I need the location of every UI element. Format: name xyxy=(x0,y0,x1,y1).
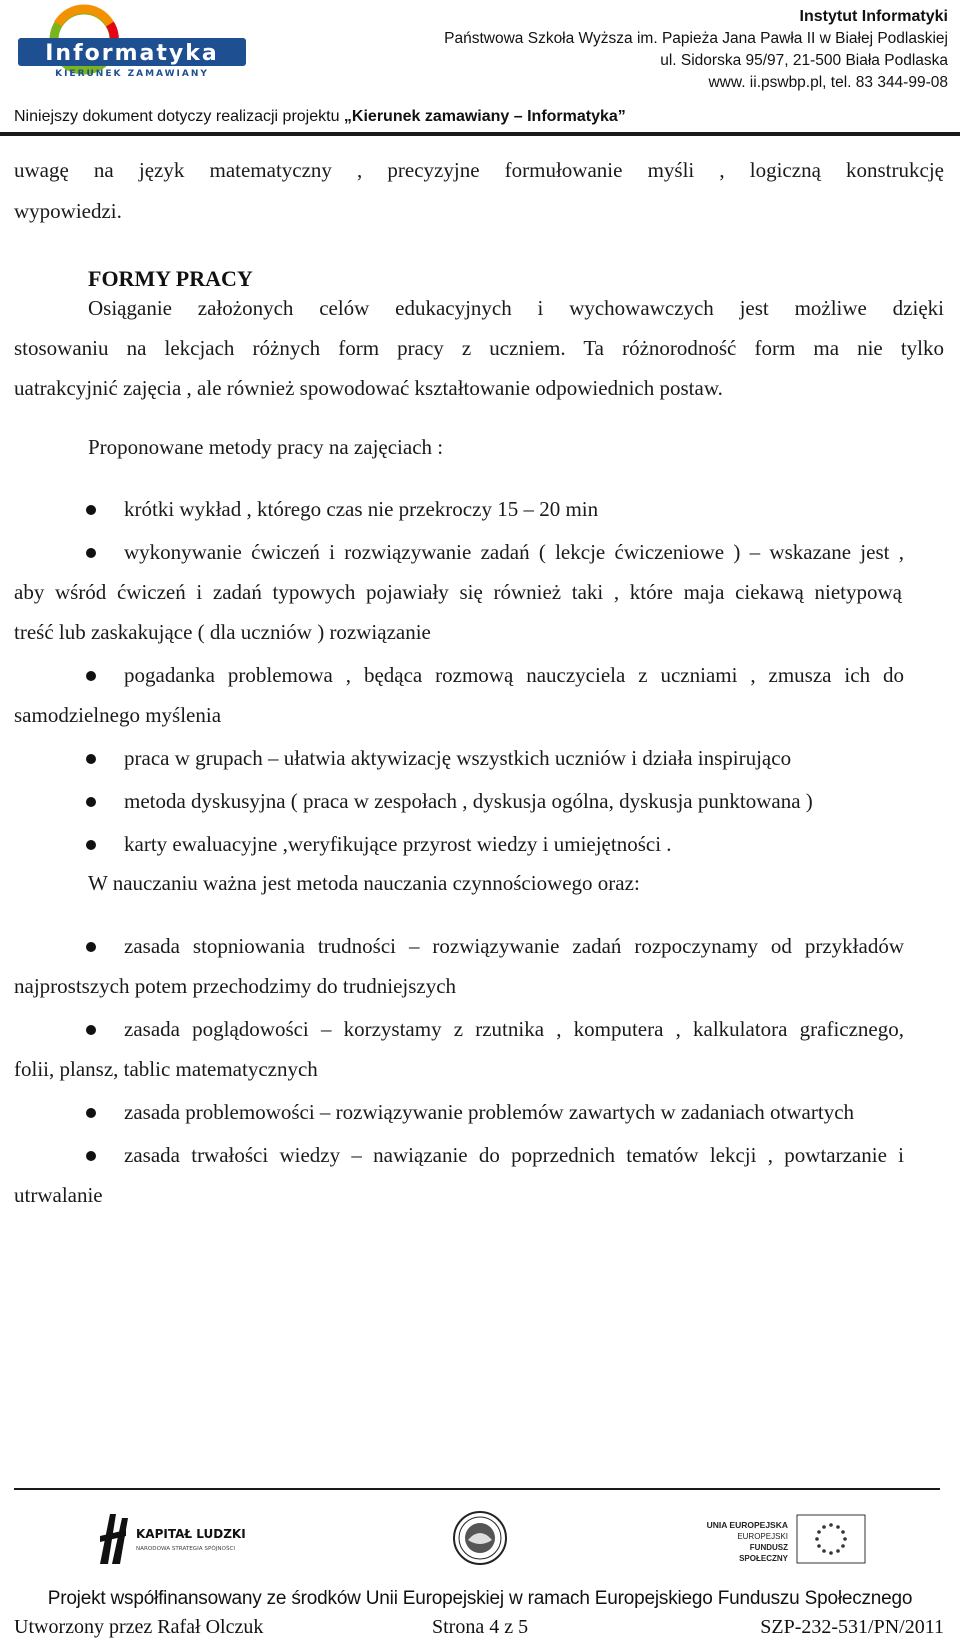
header-divider xyxy=(0,132,960,136)
kl-subtitle: NARODOWA STRATEGIA SPÓJNOŚCI xyxy=(136,1546,236,1552)
footer-divider xyxy=(14,1488,940,1490)
institute-name: Instytut Informatyki xyxy=(799,8,948,25)
project-note-name: „Kierunek zamawiany – Informatyka” xyxy=(343,108,626,125)
project-note-prefix: Niniejszy dokument dotyczy realizacji projektu xyxy=(14,108,344,125)
methods-intro: Proponowane metody pracy na zajęciach : xyxy=(88,435,444,459)
list-item: karty ewaluacyjne ,weryfikujące przyrost wiedzy i umiejętności . xyxy=(124,832,672,856)
institute-info xyxy=(444,6,948,94)
eu-line-2: EUROPEJSKI xyxy=(737,1532,788,1541)
bullet-icon xyxy=(86,840,96,850)
author: Utworzony przez Rafał Olczuk xyxy=(14,1616,264,1638)
list-item-continuation: folii, plansz, tablic matematycznych xyxy=(14,1057,318,1081)
section-heading: FORMY PRACY xyxy=(88,266,253,291)
paragraph-line-3: uatrakcyjnić zajęcia , ale również spowodować kształtowanie odpowiednich postaw. xyxy=(14,376,723,400)
eu-line-3: FUNDUSZ SPOŁECZNY xyxy=(739,1543,788,1563)
paragraph-line-2: stosowaniu na lekcjach różnych form pracy z uczniem. Ta różnorodność form ma nie tylko xyxy=(14,336,944,360)
bullet-icon xyxy=(86,1025,96,1035)
page-header xyxy=(0,0,960,138)
bullet-icon xyxy=(86,548,96,558)
eu-logo xyxy=(700,1512,870,1570)
principles-intro: W nauczaniu ważna jest metoda nauczania czynnościowego oraz: xyxy=(88,871,640,895)
eu-line-1: UNIA EUROPEJSKA xyxy=(706,1520,788,1530)
school-name: Państwowa Szkoła Wyższa im. Papieża Jana Pawła II w Białej Podlaskiej xyxy=(444,30,948,47)
logo-subtitle: KIERUNEK ZAMAWIANY xyxy=(55,69,209,79)
kapital-ludzki-logo xyxy=(96,1508,256,1568)
informatyka-logo xyxy=(14,4,250,82)
list-item: zasada stopniowania trudności – rozwiązywanie zadań rozpoczynamy od przykładów xyxy=(124,934,904,958)
bullet-icon xyxy=(86,1151,96,1161)
list-item: praca w grupach – ułatwia aktywizację wszystkich uczniów i działa inspirująco xyxy=(124,746,792,770)
logo-title: Informatyka xyxy=(45,41,219,66)
intro-line-2: wypowiedzi. xyxy=(14,199,122,223)
list-item-continuation: treść lub zaskakujące ( dla uczniów ) rozwiązanie xyxy=(14,620,431,644)
paragraph-line-1: Osiąganie założonych celów edukacyjnych i wychowawczych jest możliwe dzięki xyxy=(88,296,944,320)
bullet-icon xyxy=(86,671,96,681)
seal-emblem xyxy=(452,1510,508,1566)
kl-title: KAPITAŁ LUDZKI xyxy=(136,1527,246,1541)
list-item: krótki wykład , którego czas nie przekroczy 15 – 20 min xyxy=(124,497,599,521)
school-address: ul. Sidorska 95/97, 21-500 Biała Podlaska xyxy=(660,52,948,69)
school-contact: www. ii.pswbp.pl, tel. 83 344-99-08 xyxy=(708,74,948,91)
list-item: zasada poglądowości – korzystamy z rzutnika , komputera , kalkulatora graficznego, xyxy=(124,1017,904,1041)
bullet-icon xyxy=(86,942,96,952)
bullet-icon xyxy=(86,797,96,807)
page-number: Strona 4 z 5 xyxy=(432,1616,529,1638)
list-item-continuation: aby wśród ćwiczeń i zadań typowych pojawiały się również taki , które maja ciekawą nietypową xyxy=(14,580,902,604)
list-item: zasada trwałości wiedzy – nawiązanie do poprzednich tematów lekcji , powtarzanie i xyxy=(124,1143,904,1167)
list-item-continuation: najprostszych potem przechodzimy do trudniejszych xyxy=(14,974,457,998)
list-item: wykonywanie ćwiczeń i rozwiązywanie zadań ( lekcje ćwiczeniowe ) – wskazane jest , xyxy=(124,540,904,564)
bullet-icon xyxy=(86,754,96,764)
list-item: zasada problemowości – rozwiązywanie problemów zawartych w zadaniach otwartych xyxy=(124,1100,855,1124)
list-item-continuation: samodzielnego myślenia xyxy=(14,703,222,727)
intro-line-1: uwagę na język matematyczny , precyzyjne formułowanie myśli , logiczną konstrukcję xyxy=(14,158,944,182)
bullet-icon xyxy=(86,505,96,515)
list-item: metoda dyskusyjna ( praca w zespołach , dyskusja ogólna, dyskusja punktowana ) xyxy=(124,789,813,813)
cofinancing-note: Projekt współfinansowany ze środków Unii Europejskiej w ramach Europejskiego Funduszu Społecznego xyxy=(47,1588,913,1609)
list-item: pogadanka problemowa , będąca rozmową nauczyciela z uczniami , zmusza ich do xyxy=(124,663,904,687)
list-item-continuation: utrwalanie xyxy=(14,1183,103,1207)
project-note xyxy=(14,108,626,126)
bullet-icon xyxy=(86,1108,96,1118)
document-number: SZP-232-531/PN/2011 xyxy=(760,1616,944,1638)
eu-flag-icon xyxy=(796,1514,866,1564)
